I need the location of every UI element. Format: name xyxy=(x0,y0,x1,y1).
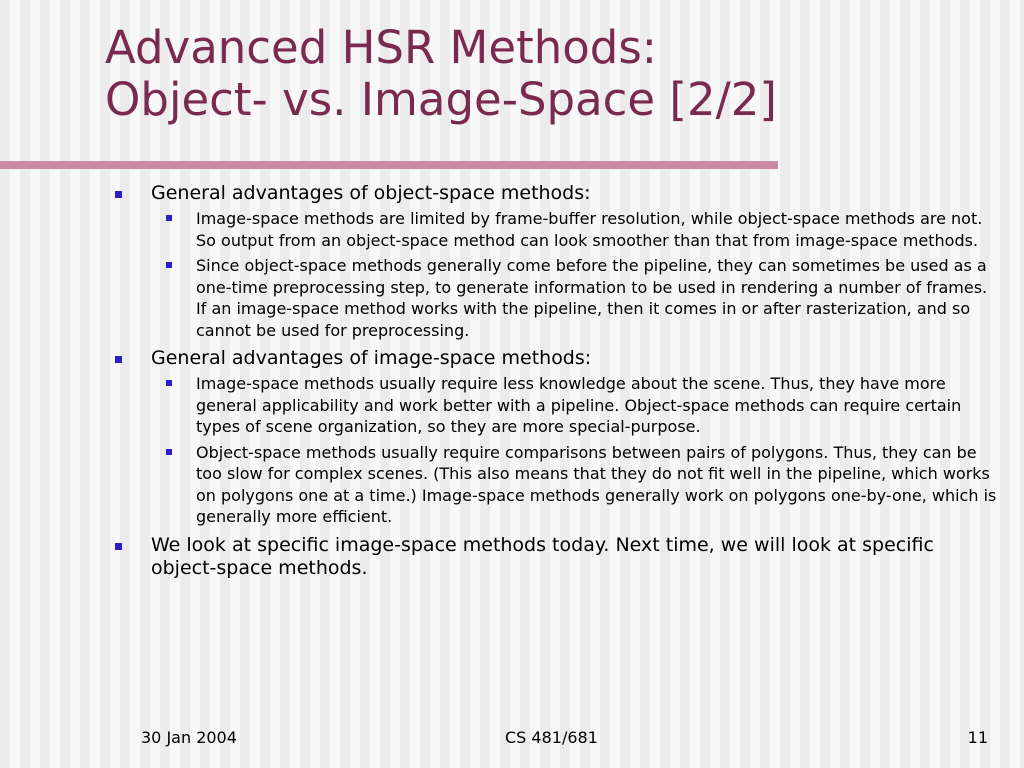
square-bullet-icon xyxy=(115,191,122,198)
square-bullet-icon xyxy=(115,356,122,363)
bullet-item xyxy=(112,534,997,580)
slide-body xyxy=(112,182,997,586)
bullet-item xyxy=(112,347,997,528)
sub-bullet-item xyxy=(151,208,997,251)
square-bullet-icon xyxy=(166,449,172,455)
square-bullet-icon xyxy=(166,380,172,386)
square-bullet-icon xyxy=(166,215,172,221)
sub-bullet-list xyxy=(151,373,997,528)
bullet-item xyxy=(112,182,997,341)
sub-bullet-list xyxy=(151,208,997,341)
bullet-text: We look at specific image-space methods today. Next time, we will look at specific object-space methods. xyxy=(151,533,934,579)
slide-title-line-2: Object- vs. Image-Space [2/2] xyxy=(105,73,777,126)
footer-page-number: 11 xyxy=(967,728,988,747)
square-bullet-icon xyxy=(166,262,172,268)
sub-bullet-text: Image-space methods are limited by frame-buffer resolution, while object-space methods are not. So output from an object-space method can look smoother than that from image-space methods. xyxy=(196,209,983,250)
sub-bullet-item xyxy=(151,373,997,438)
footer-date: 30 Jan 2004 xyxy=(141,728,237,747)
footer-course: CS 481/681 xyxy=(505,728,598,747)
sub-bullet-item xyxy=(151,255,997,341)
bullet-text: General advantages of object-space methods: xyxy=(151,182,591,204)
title-divider xyxy=(0,161,778,169)
sub-bullet-text: Image-space methods usually require less knowledge about the scene. Thus, they have more general applicability and work better with a pipeline. Object-space methods can require certain types of scene organization, so they are more special-purpose. xyxy=(196,374,962,436)
sub-bullet-item xyxy=(151,442,997,528)
bullet-list xyxy=(112,182,997,580)
sub-bullet-text: Object-space methods usually require comparisons between pairs of polygons. Thus, they can be too slow for complex scenes. (This also means that they do not fit well in the pipeline, which works on polygons one at a time.) Image-space methods generally work on polygons one-by-one, which is generally more efficient. xyxy=(196,442,997,526)
slide-title xyxy=(105,22,1005,126)
square-bullet-icon xyxy=(115,543,122,550)
bullet-text: General advantages of image-space methods: xyxy=(151,347,592,369)
sub-bullet-text: Since object-space methods generally come before the pipeline, they can sometimes be used as a one-time preprocessing step, to generate information to be used in rendering a number of frames. If an image-space method works with the pipeline, then it comes in or after rasterization, and so cannot be used for preprocessing. xyxy=(196,256,988,340)
slide-title-line-1: Advanced HSR Methods: xyxy=(105,21,657,74)
